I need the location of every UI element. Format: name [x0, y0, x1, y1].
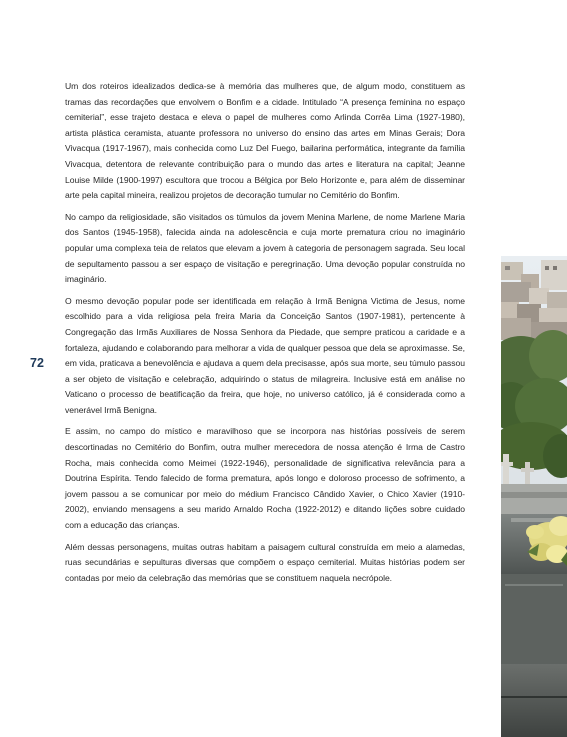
- paragraph-meimei: E assim, no campo do místico e maravilhoso que se incorpora nas histórias possíveis de serem descortinadas no Cemitério do Bonfim, outra mulher merecedora de nossa atenção é Irma de Castro Rocha, mais conhecida como Meimei (1922-1946), personalidade de significativa relevância para a Doutrina Espírita. Tendo falecido de forma prematura, após longo e doloroso processo de sofrimento, a jovem passou a se comunicar por meio do médium Francisco Cândido Xavier, o Chico Xavier (1910-2002), enviando mensagens a seu marido Arnaldo Rocha (1922-2012) e ditando lições sobre cuidado com a educação das crianças.: [65, 426, 465, 531]
- body-text-column: [65, 79, 465, 592]
- paragraph-conclusion: Além dessas personagens, muitas outras habitam a paisagem cultural construída em meio a alamedas, ruas secundárias e sepulturas diversas que compõem o espaço cemiterial. Muitas histórias podem ser contadas por meio da celebração das memórias que se constituem naquela necrópole.: [65, 541, 465, 583]
- paragraph-irma-benigna: O mesmo devoção popular pode ser identificada em relação à Irmã Benigna Victima de Jesus, nome escolhido para a vida religiosa pela freira Maria da Conceição Santos (1907-1981), pertencente à Congregação das Irmãs Auxiliares de Nossa Senhora da Piedade, que sempre praticou a caridade e a fortaleza, ajudando e colaborando para melhorar a vida de qualquer pessoa que dela se aproximasse. Se, em vida, praticava a benevolência e ajudava a quem dela precisasse, após sua morte, seu túmulo passou a ser objeto de visitação e celebração, adquirindo o status de milagreira. Inclusive está em análise no Vaticano o processo de beatificação da freira, que hoje, no universo católico, já é considerada como a venerável Irmã Benigna.: [65, 295, 465, 415]
- paragraph-religiosity: No campo da religiosidade, são visitados os túmulos da jovem Menina Marlene, de nome Marlene Maria dos Santos (1945-1958), falecida ainda na adolescência e cuja morte prematura criou no imaginário popular uma complexa teia de relatos que elevam a jovem à categoria de personagem sagrada. Seu local de sepultamento passou a ser espaço de visitação e peregrinação. Uma devoção popular construída no imaginário.: [65, 211, 465, 285]
- page-number: 72: [30, 356, 44, 370]
- paragraph-feminine-presence: Um dos roteiros idealizados dedica-se à memória das mulheres que, de algum modo, constituem as tramas das recordações que envolvem o Bonfim e a cidade. Intitulado “A presença feminina no espaço cemiterial”, esse trajeto destaca e eleva o papel de mulheres como Arlinda Corrêa Lima (1927-1980), artista plástica ceramista, atuante professora no universo do ensino das artes em Minas Gerais; Dora Vivacqua (1917-1967), mais conhecida como Luz Del Fuego, bailarina performática, integrante da família Vivacqua, detentora de relevante contribuição para o mundo das artes e literatura na capital; Jeanne Louise Milde (1900-1997) escultora que trocou a Bélgica por Belo Horizonte e, para além de disseminar arte pela capital mineira, realizou projetos de decoração tumular no Cemitério do Bonfim.: [65, 81, 465, 201]
- cemetery-photo: [501, 256, 567, 737]
